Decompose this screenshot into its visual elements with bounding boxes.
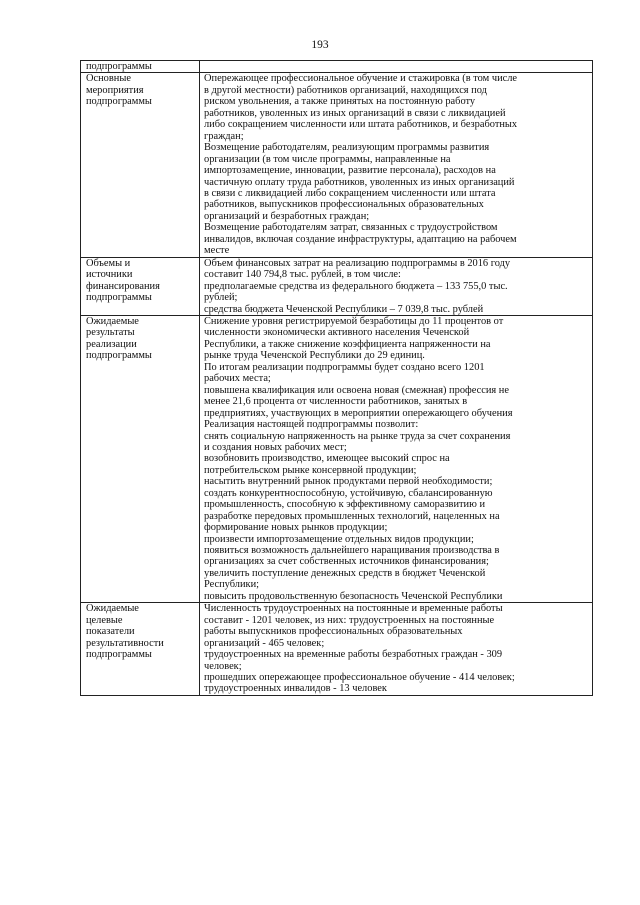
row-content-line: промышленность, способную к эффективному саморазвитию и bbox=[204, 499, 486, 511]
row-content-line: импортозамещение, инновации, развитие персонала), расходов на bbox=[204, 165, 496, 177]
row-content-line: Численность трудоустроенных на постоянные и временные работы bbox=[204, 603, 503, 615]
row-content-line: предприятиях, участвующих в мероприятии опережающего обучения bbox=[204, 407, 513, 419]
row-content-cell bbox=[200, 61, 593, 73]
row-content-line: насытить внутренний рынок продуктами первой необходимости; bbox=[204, 476, 493, 488]
row-label-line: подпрограммы bbox=[86, 292, 152, 304]
row-content-line: менее 21,6 процента от численности работников, занятых в bbox=[204, 396, 468, 408]
row-label-line: финансирования bbox=[86, 280, 160, 292]
row-content-line: рабочих места; bbox=[204, 373, 271, 385]
row-content-line: появиться возможность дальнейшего наращивания производства в bbox=[204, 545, 500, 557]
row-content-line: трудоустроенных на временные работы безработных граждан - 309 bbox=[204, 649, 503, 661]
row-label-cell bbox=[81, 257, 200, 315]
row-content-line: организациях за счет собственных источников финансирования; bbox=[204, 556, 489, 568]
row-content-line: возобновить производство, имеющее высокий спрос на bbox=[204, 453, 450, 465]
row-label-line: мероприятия bbox=[86, 84, 144, 96]
row-content-line: создать конкурентноспособную, устойчивую, сбалансированную bbox=[204, 487, 493, 499]
row-content-line: трудоустроенных инвалидов - 13 человек bbox=[204, 683, 387, 695]
row-content-line: Возмещение работодателям затрат, связанных с трудоустройством bbox=[204, 222, 498, 234]
row-content-line: Республики; bbox=[204, 579, 260, 591]
row-content-cell bbox=[200, 257, 593, 315]
row-label-cell bbox=[81, 603, 200, 696]
row-content-line: работы выпускников профессиональных образовательных bbox=[204, 626, 463, 638]
row-content-line: Республики, а также снижение коэффициента напряженности на bbox=[204, 338, 491, 350]
row-label-line: Объемы и bbox=[86, 257, 131, 269]
row-label-line: Ожидаемые bbox=[86, 315, 139, 327]
row-label-line: результативности bbox=[86, 637, 164, 649]
row-content-line: и создания новых рабочих мест; bbox=[204, 441, 347, 453]
table-row bbox=[81, 315, 593, 602]
row-content-line: инвалидов, включая создание инфраструктуры, адаптацию на рабочем bbox=[204, 233, 517, 245]
table-row bbox=[81, 61, 593, 73]
row-content-line: Опережающее профессиональное обучение и стажировка (в том числе bbox=[204, 73, 518, 85]
row-content-line: организации (в том числе программы, направленные на bbox=[204, 153, 451, 165]
row-content-line: в связи с ликвидацией либо сокращением численности или штата bbox=[204, 187, 496, 199]
row-content-line: Возмещение работодателям, реализующим программы развития bbox=[204, 142, 490, 154]
row-content-line: По итогам реализации подпрограммы будет создано всего 1201 bbox=[204, 361, 485, 373]
row-content-line: повышена квалификация или освоена новая (смежная) профессия не bbox=[204, 384, 509, 396]
row-label-line: Ожидаемые bbox=[86, 603, 139, 615]
row-content-line: формирование новых рынков продукции; bbox=[204, 522, 388, 534]
table-row bbox=[81, 257, 593, 315]
row-content-line: разработке передовых промышленных технологий, нацеленных на bbox=[204, 510, 500, 522]
row-label-cell bbox=[81, 315, 200, 602]
row-content-line: Объем финансовых затрат на реализацию подпрограммы в 2016 году bbox=[204, 257, 511, 269]
row-content-line: граждан; bbox=[204, 130, 244, 142]
row-label-line: Основные bbox=[86, 73, 131, 85]
row-label-line: реализации bbox=[86, 338, 137, 350]
row-label-line: показатели bbox=[86, 626, 135, 638]
row-content-line: потребительском рынке консервной продукции; bbox=[204, 464, 417, 476]
row-content-cell bbox=[200, 73, 593, 257]
row-content-line: рублей; bbox=[204, 292, 238, 304]
row-content-line: Снижение уровня регистрируемой безработицы до 11 процентов от bbox=[204, 315, 504, 327]
row-content-line: работников, уволенных из иных организаций в связи с ликвидацией bbox=[204, 107, 506, 119]
row-content-line: частичную оплату труда работников, уволенных из иных организаций bbox=[204, 176, 515, 188]
row-content-line: составит - 1201 человек, из них: трудоустроенных на постоянные bbox=[204, 614, 495, 626]
row-content-line: составит 140 794,8 тыс. рублей, в том числе: bbox=[204, 269, 401, 281]
row-content-line: месте bbox=[204, 245, 230, 257]
subprogram-passport-table bbox=[80, 60, 593, 696]
row-content-line: человек; bbox=[204, 660, 242, 672]
table-row bbox=[81, 603, 593, 696]
row-label-line: подпрограммы bbox=[86, 61, 152, 72]
row-content-line: рынке труда Чеченской Республики до 29 единиц. bbox=[204, 350, 425, 362]
row-content-line: численности экономически активного населения Чеченской bbox=[204, 327, 470, 339]
row-content-cell bbox=[200, 603, 593, 696]
row-content-line: организаций - 465 человек; bbox=[204, 637, 325, 649]
row-content-line: Реализация настоящей подпрограммы позволит: bbox=[204, 419, 419, 431]
row-content-line: средства бюджета Чеченской Республики – 7 039,8 тыс. рублей bbox=[204, 303, 484, 315]
row-label-cell bbox=[81, 61, 200, 73]
row-label-line: целевые bbox=[86, 614, 123, 626]
page-number: 193 bbox=[311, 39, 329, 51]
row-label-line: источники bbox=[86, 269, 133, 281]
row-content-line: организаций и безработных граждан; bbox=[204, 210, 370, 222]
row-content-line: либо сокращением численности или штата работников, и безработных bbox=[204, 119, 518, 131]
row-label-line: подпрограммы bbox=[86, 649, 152, 661]
row-content-line: прошедших опережающее профессиональное обучение - 414 человек; bbox=[204, 672, 515, 684]
row-content-line: в другой местности) работников организаций, находящихся под bbox=[204, 84, 487, 96]
row-content-line: произвести импортозамещение отдельных видов продукции; bbox=[204, 533, 474, 545]
table-row bbox=[81, 73, 593, 257]
row-label-cell bbox=[81, 73, 200, 257]
row-content-line: увеличить поступление денежных средств в бюджет Чеченской bbox=[204, 567, 486, 579]
row-content-line: работников, выпускников профессиональных образовательных bbox=[204, 199, 484, 211]
row-content-line: снять социальную напряженность на рынке труда за счет сохранения bbox=[204, 430, 511, 442]
row-content-line: риском увольнения, а также принятых на постоянную работу bbox=[204, 96, 476, 108]
row-content-cell bbox=[200, 315, 593, 602]
row-label-line: результаты bbox=[86, 327, 135, 339]
row-content-line: предполагаемые средства из федерального бюджета – 133 755,0 тыс. bbox=[204, 280, 508, 292]
row-label-line: подпрограммы bbox=[86, 350, 152, 362]
row-label-line: подпрограммы bbox=[86, 96, 152, 108]
row-content-line: повысить продовольственную безопасность Чеченской Республики bbox=[204, 590, 503, 602]
